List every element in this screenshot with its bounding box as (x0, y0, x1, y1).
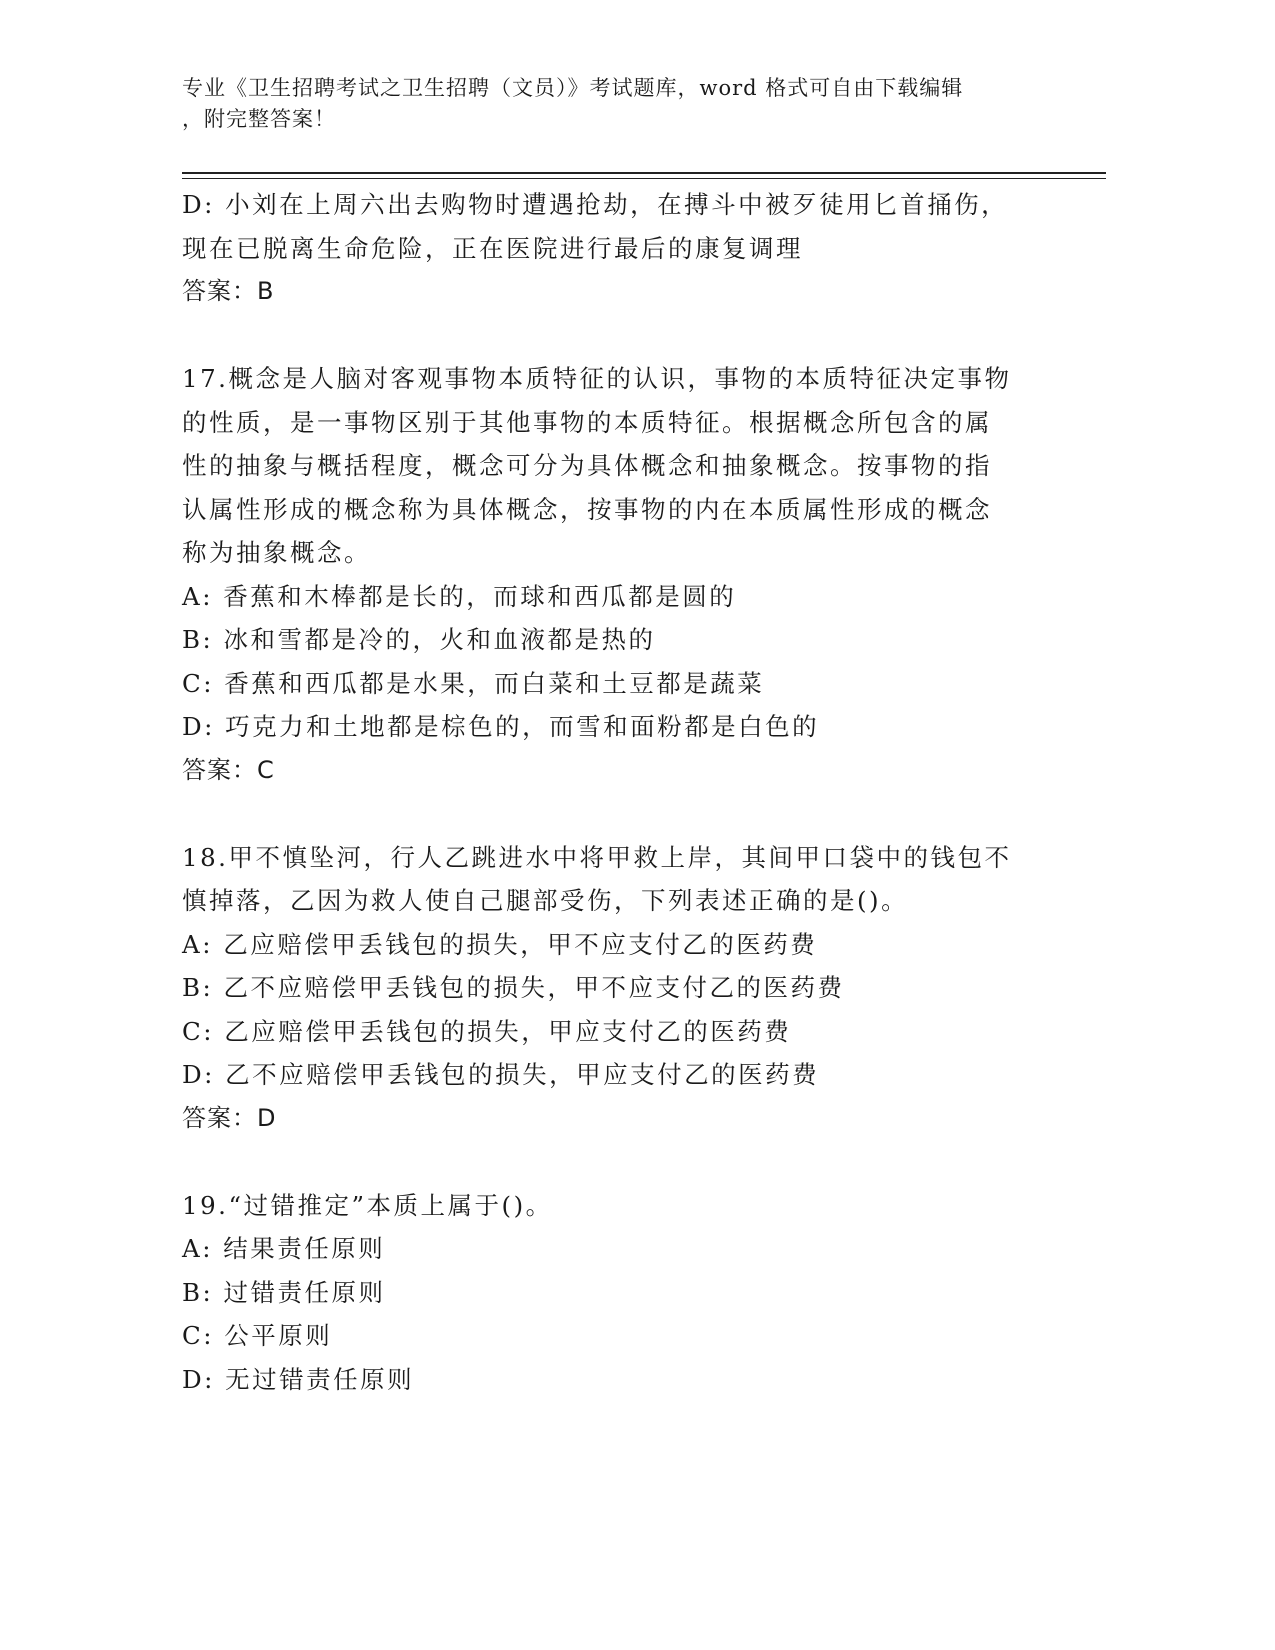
question-19-block (182, 1184, 1042, 1402)
question-stem-line: 18.甲不慎坠河，行人乙跳进水中将甲救上岸，其间甲口袋中的钱包不 (182, 842, 1012, 872)
question-16-block (182, 183, 1042, 314)
option-d: D: 乙不应赔偿甲丢钱包的损失，甲应支付乙的医药费 (182, 1060, 820, 1089)
option-d: D: 巧克力和土地都是棕色的，而雪和面粉都是白色的 (182, 712, 820, 741)
option-d: D: 小刘在上周六出去购物时遭遇抢劫，在搏斗中被歹徒用匕首捅伤， (182, 190, 1009, 219)
option-b: B: 过错责任原则 (182, 1277, 386, 1307)
answer-label: 答案：C (182, 755, 275, 784)
option-c: C: 乙应赔偿甲丢钱包的损失，甲应支付乙的医药费 (182, 1016, 792, 1046)
question-stem-line: 认属性形成的概念称为具体概念，按事物的内在本质属性形成的概念 (182, 494, 992, 524)
question-stem-line: 17.概念是人脑对客观事物本质特征的认识，事物的本质特征决定事物 (182, 364, 1012, 393)
spacer (182, 792, 1042, 836)
option-b: B: 乙不应赔偿甲丢钱包的损失，甲不应支付乙的医药费 (182, 973, 845, 1002)
document-header (182, 73, 1062, 135)
option-a: A: 乙应赔偿甲丢钱包的损失，甲不应支付乙的医药费 (182, 929, 818, 959)
question-stem-line: 性的抽象与概括程度，概念可分为具体概念和抽象概念。按事物的指 (182, 451, 992, 480)
question-18-block (182, 836, 1042, 1141)
option-d: D: 无过错责任原则 (182, 1364, 415, 1394)
header-divider-thick (182, 172, 1106, 174)
option-c: C: 香蕉和西瓜都是水果，而白菜和土豆都是蔬菜 (182, 668, 765, 698)
spacer (182, 314, 1042, 358)
answer-label: 答案：B (182, 277, 275, 305)
question-stem-line: 19.“过错推定”本质上属于()。 (182, 1190, 553, 1220)
spacer (182, 1140, 1042, 1184)
question-stem-line: 慎掉落，乙因为救人使自己腿部受伤，下列表述正确的是()。 (182, 886, 909, 915)
option-d-continued: 现在已脱离生命危险，正在医院进行最后的康复调理 (182, 233, 803, 263)
question-17-block (182, 357, 1042, 792)
header-divider-thin (182, 178, 1106, 179)
header-title-line-2: ，附完整答案！ (182, 107, 336, 131)
option-a: A: 结果责任原则 (182, 1234, 386, 1263)
option-c: C: 公平原则 (182, 1321, 333, 1350)
option-b: B: 冰和雪都是冷的，火和血液都是热的 (182, 625, 656, 654)
question-stem-line: 的性质，是一事物区别于其他事物的本质特征。根据概念所包含的属 (182, 407, 992, 437)
option-a: A: 香蕉和木棒都是长的，而球和西瓜都是圆的 (182, 581, 737, 611)
header-title-line-1: 专业《卫生招聘考试之卫生招聘（文员）》考试题库，word 格式可自由下载编辑 (182, 76, 964, 100)
question-stem-line: 称为抽象概念。 (182, 538, 371, 567)
answer-label: 答案：D (182, 1103, 277, 1132)
question-content (182, 183, 1042, 1401)
